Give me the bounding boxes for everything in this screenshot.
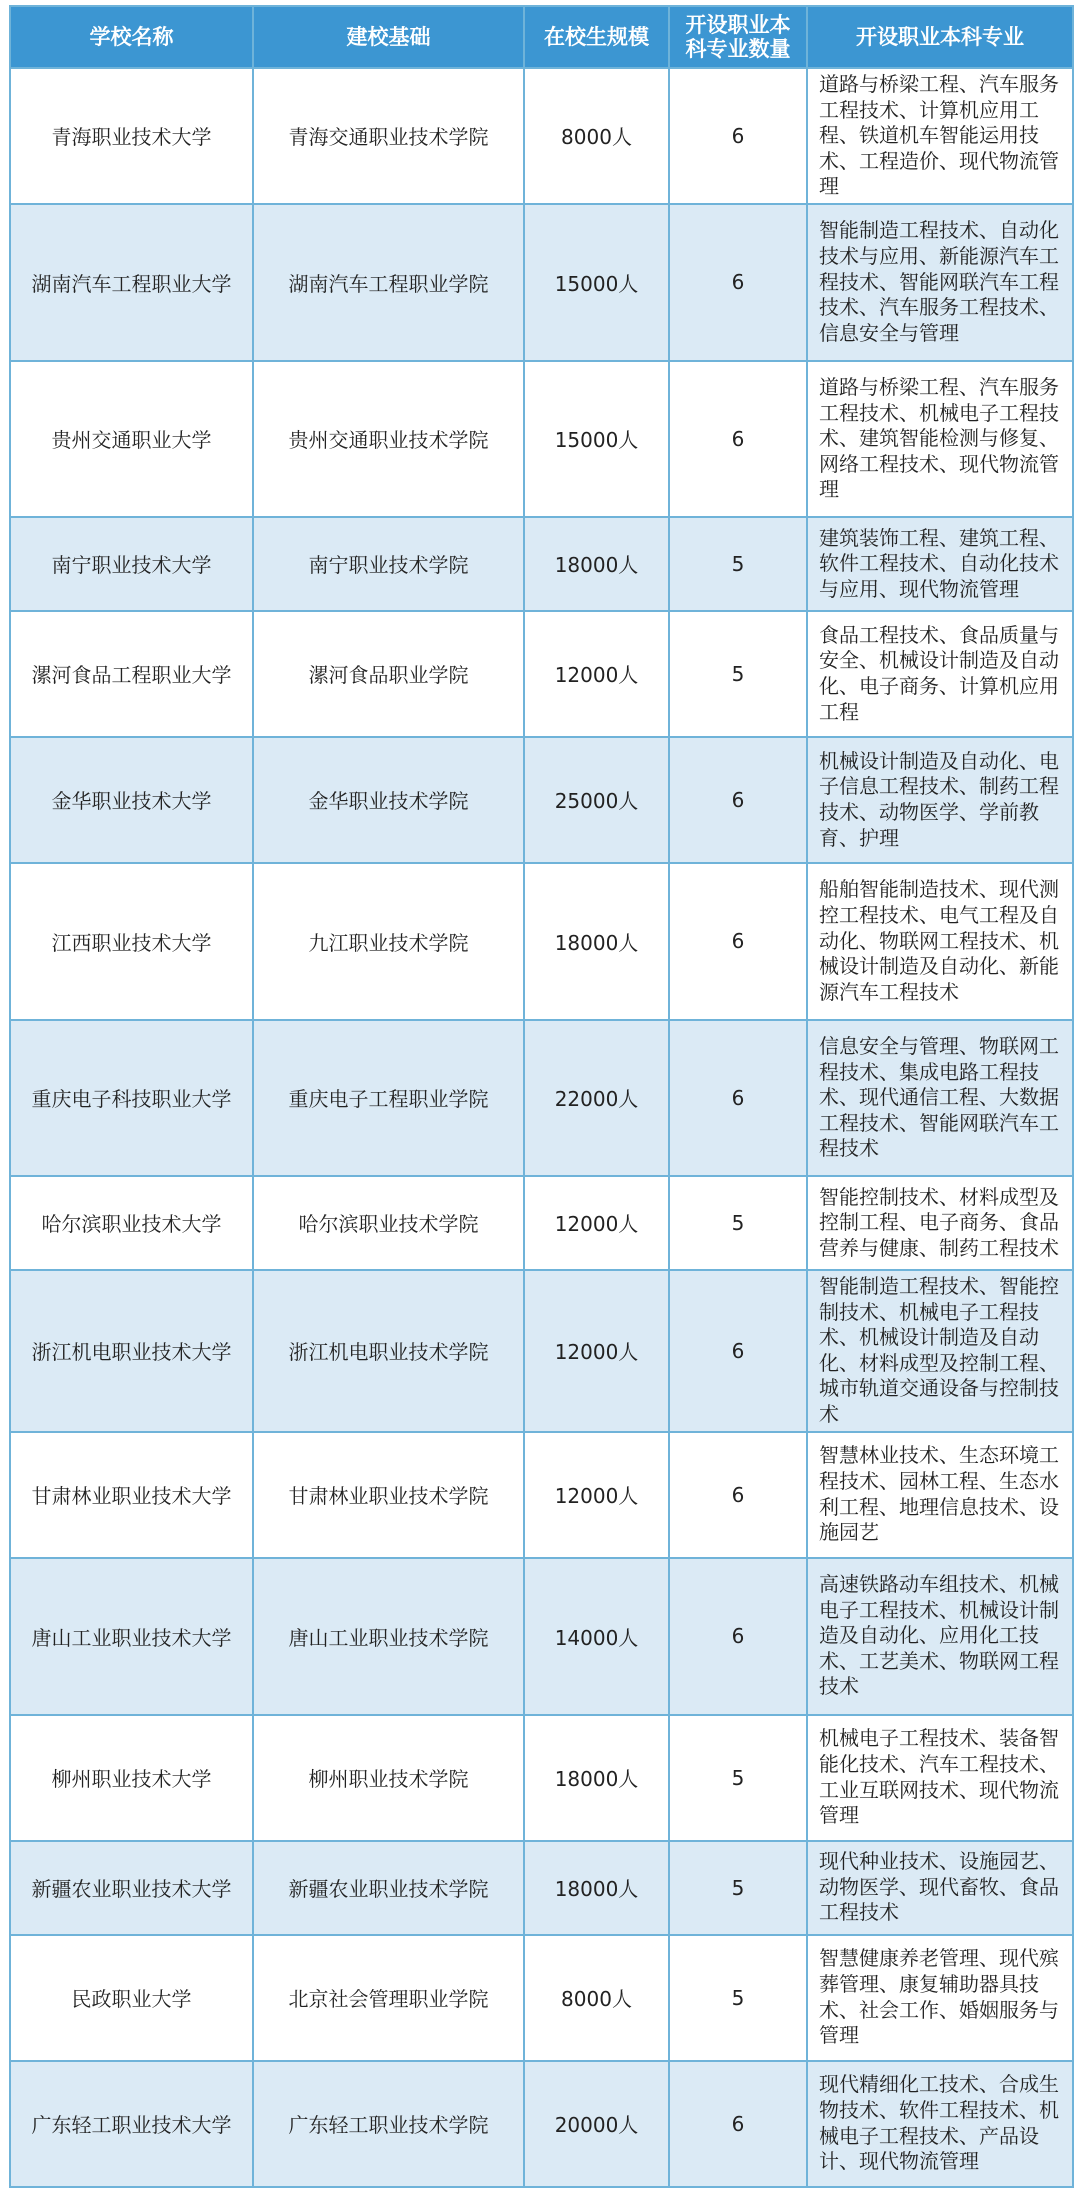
cell-scale: 8000人 [524, 1935, 669, 2061]
header-scale: 在校生规模 [524, 6, 669, 68]
cell-count: 6 [669, 1020, 807, 1176]
cell-base: 广东轻工职业技术学院 [253, 2061, 524, 2187]
cell-majors: 智慧林业技术、生态环境工程技术、园林工程、生态水利工程、地理信息技术、设施园艺 [807, 1432, 1073, 1558]
cell-school: 唐山工业职业技术大学 [10, 1558, 253, 1715]
table-row [10, 1841, 1073, 1935]
cell-school: 青海职业技术大学 [10, 68, 253, 204]
cell-count: 6 [669, 737, 807, 863]
table-row [10, 68, 1073, 204]
cell-count: 6 [669, 2061, 807, 2187]
cell-count: 6 [669, 1558, 807, 1715]
cell-school: 漯河食品工程职业大学 [10, 611, 253, 737]
table-row [10, 517, 1073, 611]
table-row [10, 863, 1073, 1020]
cell-majors: 食品工程技术、食品质量与安全、机械设计制造及自动化、电子商务、计算机应用工程 [807, 611, 1073, 737]
header-school: 学校名称 [10, 6, 253, 68]
cell-base: 北京社会管理职业学院 [253, 1935, 524, 2061]
cell-base: 甘肃林业职业技术学院 [253, 1432, 524, 1558]
cell-base: 漯河食品职业学院 [253, 611, 524, 737]
cell-count: 6 [669, 361, 807, 517]
cell-scale: 15000人 [524, 361, 669, 517]
table-row [10, 204, 1073, 361]
cell-scale: 12000人 [524, 611, 669, 737]
cell-school: 重庆电子科技职业大学 [10, 1020, 253, 1176]
cell-scale: 18000人 [524, 1715, 669, 1841]
cell-majors: 船舶智能制造技术、现代测控工程技术、电气工程及自动化、物联网工程技术、机械设计制造及自动化、新能源汽车工程技术 [807, 863, 1073, 1020]
table-row [10, 1432, 1073, 1558]
cell-school: 广东轻工职业技术大学 [10, 2061, 253, 2187]
cell-scale: 12000人 [524, 1432, 669, 1558]
table-row [10, 361, 1073, 517]
cell-scale: 22000人 [524, 1020, 669, 1176]
cell-school: 浙江机电职业技术大学 [10, 1270, 253, 1432]
table-row [10, 1935, 1073, 2061]
cell-base: 唐山工业职业技术学院 [253, 1558, 524, 1715]
cell-count: 5 [669, 517, 807, 611]
cell-base: 湖南汽车工程职业学院 [253, 204, 524, 361]
cell-base: 浙江机电职业技术学院 [253, 1270, 524, 1432]
cell-base: 南宁职业技术学院 [253, 517, 524, 611]
cell-school: 新疆农业职业技术大学 [10, 1841, 253, 1935]
cell-scale: 12000人 [524, 1176, 669, 1270]
cell-majors: 现代种业技术、设施园艺、动物医学、现代畜牧、食品工程技术 [807, 1841, 1073, 1935]
header-row [10, 6, 1073, 68]
cell-school: 湖南汽车工程职业大学 [10, 204, 253, 361]
cell-count: 5 [669, 1841, 807, 1935]
cell-scale: 15000人 [524, 204, 669, 361]
cell-majors: 现代精细化工技术、合成生物技术、软件工程技术、机械电子工程技术、产品设计、现代物流管理 [807, 2061, 1073, 2187]
cell-majors: 道路与桥梁工程、汽车服务工程技术、计算机应用工程、铁道机车智能运用技术、工程造价、现代物流管理 [807, 68, 1073, 204]
university-table [9, 5, 1074, 2188]
cell-base: 金华职业技术学院 [253, 737, 524, 863]
cell-scale: 20000人 [524, 2061, 669, 2187]
cell-scale: 18000人 [524, 863, 669, 1020]
cell-majors: 机械设计制造及自动化、电子信息工程技术、制药工程技术、动物医学、学前教育、护理 [807, 737, 1073, 863]
cell-school: 民政职业大学 [10, 1935, 253, 2061]
cell-school: 哈尔滨职业技术大学 [10, 1176, 253, 1270]
table-row [10, 1176, 1073, 1270]
cell-base: 柳州职业技术学院 [253, 1715, 524, 1841]
cell-school: 柳州职业技术大学 [10, 1715, 253, 1841]
header-majors: 开设职业本科专业 [807, 6, 1073, 68]
cell-majors: 智能制造工程技术、智能控制技术、机械电子工程技术、机械设计制造及自动化、材料成型及控制工程、城市轨道交通设备与控制技术 [807, 1270, 1073, 1432]
cell-majors: 道路与桥梁工程、汽车服务工程技术、机械电子工程技术、建筑智能检测与修复、网络工程技术、现代物流管理 [807, 361, 1073, 517]
cell-majors: 机械电子工程技术、装备智能化技术、汽车工程技术、工业互联网技术、现代物流管理 [807, 1715, 1073, 1841]
cell-majors: 高速铁路动车组技术、机械电子工程技术、机械设计制造及自动化、应用化工技术、工艺美术、物联网工程技术 [807, 1558, 1073, 1715]
cell-scale: 25000人 [524, 737, 669, 863]
table-row [10, 737, 1073, 863]
cell-majors: 信息安全与管理、物联网工程技术、集成电路工程技术、现代通信工程、大数据工程技术、智能网联汽车工程技术 [807, 1020, 1073, 1176]
cell-count: 6 [669, 863, 807, 1020]
table-row [10, 1558, 1073, 1715]
cell-majors: 智能控制技术、材料成型及控制工程、电子商务、食品营养与健康、制药工程技术 [807, 1176, 1073, 1270]
cell-majors: 智能制造工程技术、自动化技术与应用、新能源汽车工程技术、智能网联汽车工程技术、汽车服务工程技术、信息安全与管理 [807, 204, 1073, 361]
table-row [10, 1020, 1073, 1176]
cell-majors: 建筑装饰工程、建筑工程、软件工程技术、自动化技术与应用、现代物流管理 [807, 517, 1073, 611]
table-row [10, 2061, 1073, 2187]
header-base: 建校基础 [253, 6, 524, 68]
table-container [9, 5, 1072, 2188]
cell-scale: 14000人 [524, 1558, 669, 1715]
cell-count: 6 [669, 204, 807, 361]
cell-count: 6 [669, 1270, 807, 1432]
cell-base: 哈尔滨职业技术学院 [253, 1176, 524, 1270]
cell-count: 5 [669, 1935, 807, 2061]
cell-count: 6 [669, 68, 807, 204]
header-count: 开设职业本科专业数量 [669, 6, 807, 68]
cell-base: 贵州交通职业技术学院 [253, 361, 524, 517]
cell-base: 九江职业技术学院 [253, 863, 524, 1020]
table-row [10, 1715, 1073, 1841]
cell-scale: 12000人 [524, 1270, 669, 1432]
table-row [10, 1270, 1073, 1432]
cell-scale: 8000人 [524, 68, 669, 204]
table-body [10, 68, 1073, 2187]
cell-school: 甘肃林业职业技术大学 [10, 1432, 253, 1558]
cell-school: 南宁职业技术大学 [10, 517, 253, 611]
cell-base: 重庆电子工程职业学院 [253, 1020, 524, 1176]
cell-count: 5 [669, 1176, 807, 1270]
cell-school: 金华职业技术大学 [10, 737, 253, 863]
cell-count: 5 [669, 611, 807, 737]
cell-scale: 18000人 [524, 1841, 669, 1935]
cell-school: 贵州交通职业大学 [10, 361, 253, 517]
table-row [10, 611, 1073, 737]
cell-count: 6 [669, 1432, 807, 1558]
cell-base: 青海交通职业技术学院 [253, 68, 524, 204]
cell-school: 江西职业技术大学 [10, 863, 253, 1020]
cell-majors: 智慧健康养老管理、现代殡葬管理、康复辅助器具技术、社会工作、婚姻服务与管理 [807, 1935, 1073, 2061]
cell-scale: 18000人 [524, 517, 669, 611]
cell-base: 新疆农业职业技术学院 [253, 1841, 524, 1935]
cell-count: 5 [669, 1715, 807, 1841]
